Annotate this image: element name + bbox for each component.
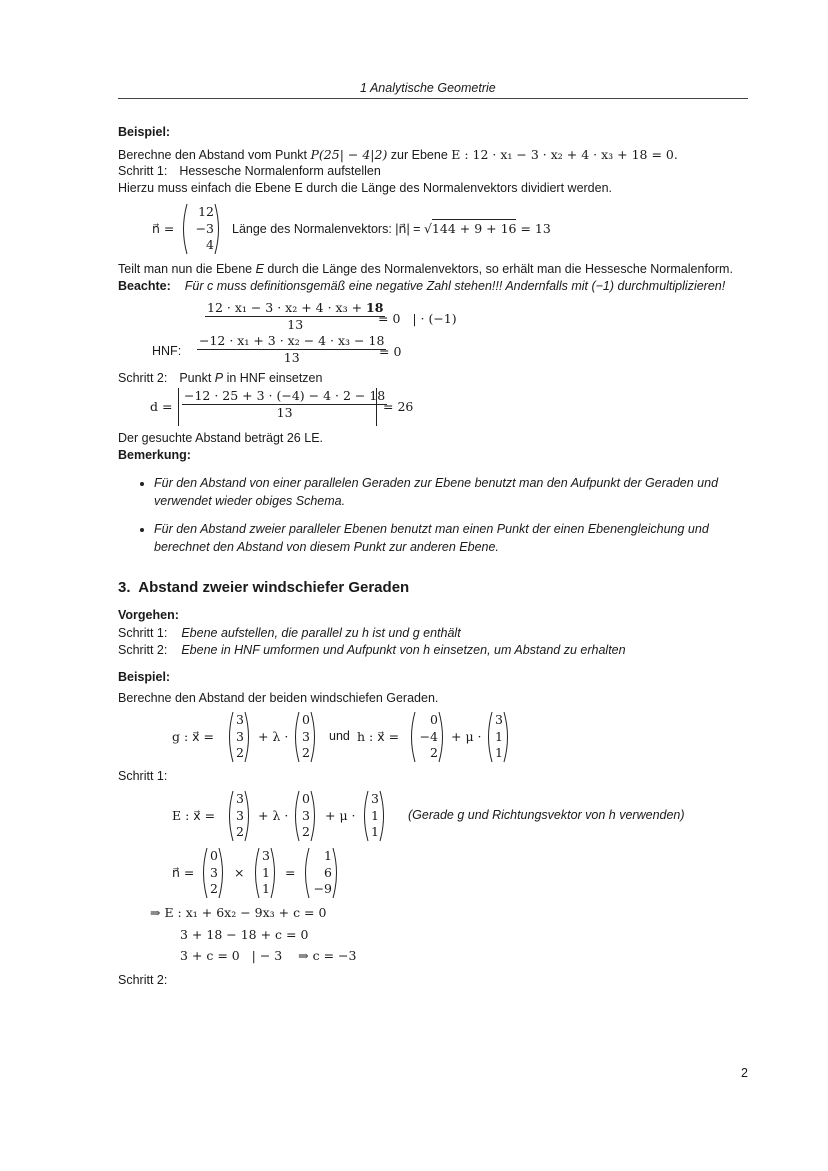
hnf-intro-post: durch die Länge des Normalenvektors, so erhält man die Hessesche Normalenform. — [263, 262, 733, 276]
eq2-rhs: = 0 — [379, 344, 402, 359]
remark-1-line-1: Für den Abstand von einer parallelen Geraden zur Ebene benutzt man den Aufpunkt der Geraden und — [154, 476, 719, 490]
vector-component: 0 — [210, 848, 218, 863]
result-text: Der gesuchte Abstand beträgt 26 LE. — [118, 431, 323, 445]
e-label: E : x⃗ = — [172, 808, 216, 823]
normal-vector-label: n⃗ = — [152, 221, 175, 236]
note-line — [118, 279, 725, 293]
vector-component: 3 — [236, 791, 244, 806]
procedure-label: Vorgehen: — [118, 608, 179, 622]
eq1-numerator — [205, 300, 385, 316]
e-mu: + μ · — [325, 808, 356, 823]
plane-equation-line: ⇒ E : x₁ + 6x₂ − 9x₃ + c = 0 — [150, 905, 327, 920]
d-denominator: 13 — [276, 405, 293, 420]
task-line — [118, 147, 678, 162]
normal-vector — [180, 203, 222, 255]
step1-label-2: Schritt 1: — [118, 769, 168, 783]
header-rule — [118, 98, 748, 99]
note-text: Für c muss definitionsgemäß eine negative Zahl stehen!!! Andernfalls mit (−1) durchmultiplizieren! — [184, 279, 726, 293]
vector-component: 3 — [236, 728, 244, 744]
vector-component: 12 — [198, 204, 214, 219]
equation-1-fraction — [205, 300, 385, 333]
step2-post: in HNF einsetzen — [223, 371, 323, 385]
abs-bar-left — [178, 388, 179, 426]
e-direction-2 — [361, 790, 387, 842]
hnf-intro-pre: Teilt man nun die Ebene — [118, 262, 256, 276]
remark-label: Bemerkung: — [118, 448, 191, 462]
vector-component: 1 — [371, 824, 379, 839]
task-pre: Berechne den Abstand vom Punkt — [118, 148, 311, 162]
length-text: Länge des Normalenvektors: |n⃗| = — [232, 222, 424, 236]
vector-component: 3 — [210, 864, 218, 880]
vector-component: 2 — [236, 745, 244, 760]
vector-component: 1 — [262, 881, 270, 896]
vector-component: −4 — [419, 728, 438, 744]
n-factor-a — [200, 847, 226, 899]
g-point-vector — [226, 711, 252, 763]
h-label: h : x⃗ = — [357, 729, 400, 744]
explanation-text: Hierzu muss einfach die Ebene E durch die Länge des Normalenvektors dividiert werden. — [118, 181, 613, 195]
eq2-denominator: 13 — [283, 350, 300, 365]
g-label: g : x⃗ = — [172, 729, 215, 744]
task-mid: zur Ebene — [387, 148, 452, 162]
vector-component: 2 — [236, 824, 244, 839]
length-result: = 13 — [516, 221, 551, 236]
procedure-step-1 — [118, 626, 461, 640]
proc-step2-text: Ebene in HNF umformen und Aufpunkt von h einsetzen, um Abstand zu erhalten — [181, 643, 626, 657]
vector-component: 4 — [206, 237, 214, 252]
remark-2-line-1: Für den Abstand zweier paralleler Ebenen benutzt man einen Punkt der einen Ebenengleichung und — [154, 522, 709, 536]
bullet-1 — [140, 482, 144, 486]
normal-length-line — [232, 221, 551, 236]
equation-2-fraction — [197, 333, 386, 366]
vector-component: 3 — [236, 807, 244, 823]
equals-symbol: = — [285, 865, 296, 880]
eq1-denominator: 13 — [287, 317, 304, 332]
proc-step1-label: Schritt 1: — [118, 626, 168, 640]
step2-pre: Punkt — [179, 371, 215, 385]
substitution-line: 3 + 18 − 18 + c = 0 — [180, 927, 309, 942]
running-header: 1 Analytische Geometrie — [360, 81, 496, 95]
vector-component: −9 — [313, 881, 332, 896]
note-label: Beachte: — [118, 279, 171, 293]
step-label: Schritt 1: — [118, 164, 168, 178]
bullet-2 — [140, 528, 144, 532]
vector-component: 0 — [302, 791, 310, 806]
d-label: d = — [150, 399, 173, 414]
step1-line — [118, 164, 381, 178]
hnf-label: HNF: — [152, 344, 182, 358]
vector-component: 3 — [371, 791, 379, 806]
and-text: und — [329, 729, 350, 743]
step2-label-2: Schritt 2: — [118, 973, 168, 987]
vector-component: 3 — [262, 848, 270, 863]
vector-component: 0 — [302, 712, 310, 727]
vector-component: 1 — [262, 864, 270, 880]
step2-line — [118, 371, 322, 385]
example-2-task: Berechne den Abstand der beiden windschiefen Geraden. — [118, 691, 439, 705]
h-direction-vector — [485, 711, 511, 763]
eq1-numerator-b: 18 — [366, 300, 384, 315]
vector-component: 1 — [495, 728, 503, 744]
e-comment: (Gerade g und Richtungsvektor von h verwenden) — [408, 808, 685, 822]
h-mu: + μ · — [451, 729, 482, 744]
proc-step1-text: Ebene aufstellen, die parallel zu h ist und g enthält — [181, 626, 461, 640]
cross-symbol: × — [234, 865, 245, 880]
vector-component: 3 — [236, 712, 244, 727]
hnf-intro — [118, 262, 733, 276]
task-plane: E : 12 · x₁ − 3 · x₂ + 4 · x₃ + 18 = 0. — [451, 147, 678, 162]
task-point: P(25| − 4|2) — [310, 147, 388, 162]
g-direction-vector — [292, 711, 318, 763]
eq1-numerator-a: 12 · x₁ − 3 · x₂ + 4 · x₃ + — [207, 300, 367, 315]
section-title: 3. Abstand zweier windschiefer Geraden — [118, 579, 410, 596]
eq1-rhs: = 0 | · (−1) — [378, 311, 457, 326]
vector-component: 0 — [430, 712, 438, 727]
g-lambda: + λ · — [258, 729, 289, 744]
step2-p: P — [214, 371, 224, 385]
vector-component: 2 — [210, 881, 218, 896]
e-point-vector — [226, 790, 252, 842]
vector-component: 3 — [302, 728, 310, 744]
remark-2-line-2: berechnet den Abstand von diesem Punkt zur anderen Ebene. — [154, 540, 499, 554]
hnf-intro-e: E — [255, 262, 264, 276]
vector-component: 3 — [495, 712, 503, 727]
vector-component: 1 — [324, 848, 332, 863]
d-fraction — [182, 388, 387, 421]
solve-c-line: 3 + c = 0 | − 3 ⇒ c = −3 — [180, 948, 357, 963]
vector-component: 1 — [495, 745, 503, 760]
step2-label: Schritt 2: — [118, 371, 168, 385]
eq2-numerator: −12 · x₁ + 3 · x₂ − 4 · x₃ − 18 — [199, 333, 385, 348]
remark-1-line-2: verwendet wieder obiges Schema. — [154, 494, 346, 508]
vector-component: 2 — [302, 745, 310, 760]
page-number: 2 — [741, 1066, 748, 1080]
n-result-vector — [302, 847, 340, 899]
vector-component: 3 — [302, 807, 310, 823]
proc-step2-label: Schritt 2: — [118, 643, 168, 657]
e-lambda: + λ · — [258, 808, 289, 823]
sqrt-symbol: √ — [423, 221, 432, 236]
procedure-step-2 — [118, 643, 626, 657]
vector-component: 2 — [430, 745, 438, 760]
e-direction-1 — [292, 790, 318, 842]
d-result: = 26 — [383, 399, 414, 414]
d-numerator: −12 · 25 + 3 · (−4) − 4 · 2 − 18 — [184, 388, 386, 403]
n-factor-b — [252, 847, 278, 899]
h-point-vector — [408, 711, 446, 763]
sqrt-radicand: 144 + 9 + 16 — [431, 221, 517, 236]
abs-bar-right — [376, 388, 377, 426]
vector-component: 2 — [302, 824, 310, 839]
n-label-2: n⃗ = — [172, 865, 195, 880]
example-2-heading: Beispiel: — [118, 670, 171, 684]
example-heading: Beispiel: — [118, 125, 171, 139]
vector-component: 1 — [371, 807, 379, 823]
vector-component: 6 — [324, 864, 332, 880]
vector-component: −3 — [195, 220, 214, 236]
step-text: Hessesche Normalenform aufstellen — [179, 164, 381, 178]
